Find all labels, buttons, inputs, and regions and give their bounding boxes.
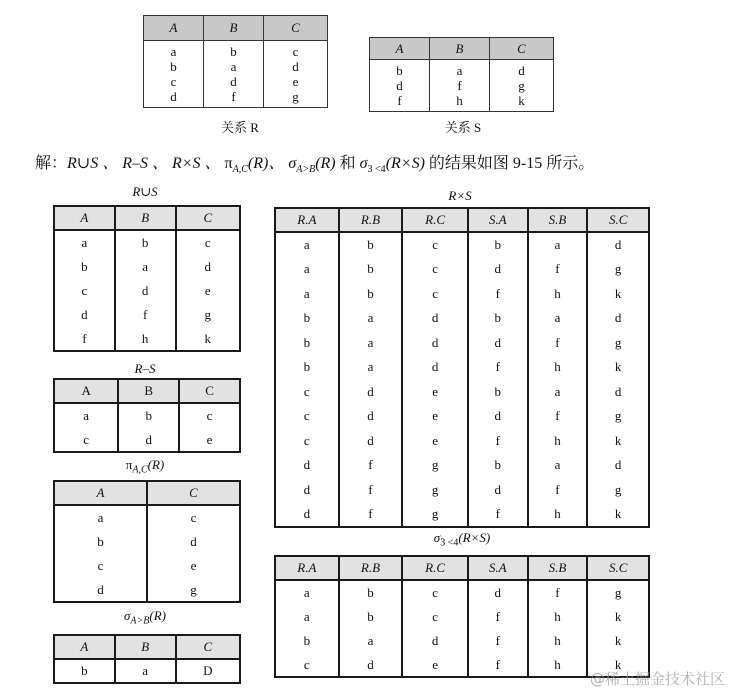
header-c: C — [147, 481, 240, 505]
header-s-a: S.A — [468, 208, 528, 232]
column-a-values: a b c d — [144, 41, 204, 108]
selection-34-caption: $\sigma_{3 <4}(R\times S)$ — [433, 530, 491, 549]
column-b-values: a f h — [430, 60, 490, 112]
union-table — [53, 205, 241, 352]
table-row: a b c b a d — [275, 232, 649, 257]
pi-subscript: A,C — [232, 164, 248, 176]
table-row: b a d f h k — [275, 629, 649, 653]
table-row: b a d — [54, 255, 240, 279]
header-s-c: S.C — [587, 208, 649, 232]
product-caption: R×S — [448, 188, 472, 203]
table-row: b d — [54, 530, 240, 554]
column-c-values: c d e g — [264, 41, 328, 108]
sigma-symbol: σ — [288, 155, 297, 172]
relation-r-caption: 关系 R — [221, 120, 259, 135]
header-a: A — [54, 635, 115, 659]
header-s-c: S.C — [587, 556, 649, 580]
header-r-a: R.A — [275, 208, 339, 232]
column-c-values: d g k — [490, 60, 554, 112]
solution-prefix: 解： — [35, 155, 68, 172]
column-a-values: b d f — [370, 60, 430, 112]
watermark: @稀土掘金技术社区 — [590, 670, 726, 688]
header-b: B — [118, 379, 179, 403]
table-row: d f g d f g — [275, 478, 649, 503]
header-r-c: R.C — [402, 556, 468, 580]
table-row: c d e b a d — [275, 380, 649, 405]
pi-argument: (R)、 — [247, 155, 289, 172]
table-row: c d e — [54, 428, 240, 452]
header-r-b: R.B — [339, 556, 403, 580]
relation-s-caption: 关系 S — [444, 120, 482, 135]
pi-symbol: π — [224, 155, 233, 172]
projection-table — [53, 480, 241, 603]
difference-table — [53, 378, 241, 453]
table-row: b a d d f g — [275, 331, 649, 356]
header-r-b: R.B — [339, 208, 403, 232]
table-row: b a d b a d — [275, 306, 649, 331]
table-row: a b c — [54, 230, 240, 255]
header-b: B — [115, 635, 176, 659]
solution-ops: R∪S 、 R–S 、 R×S 、 — [67, 155, 225, 172]
header-c: C — [176, 206, 240, 230]
sigma2-subscript: 3 <4 — [367, 164, 386, 176]
relation-s-table — [369, 37, 554, 112]
table-row: c d e — [54, 279, 240, 303]
table-row: a b c — [54, 403, 240, 428]
header-c: C — [176, 635, 240, 659]
header-c: C — [264, 16, 328, 41]
table-row: d f g f h k — [275, 502, 649, 527]
header-s-a: S.A — [468, 556, 528, 580]
projection-caption: $\pi_{A,C}(R)$ — [125, 457, 165, 476]
table-row: d f g — [54, 303, 240, 327]
header-r-a: R.A — [275, 556, 339, 580]
sigma2-argument: (R×S) — [385, 155, 425, 172]
header-b: B — [115, 206, 176, 230]
solution-paragraph — [35, 150, 594, 175]
column-b-values: b a d f — [204, 41, 264, 108]
header-s-b: S.B — [528, 556, 588, 580]
table-row: a b c d f g — [275, 580, 649, 605]
table-row: f h k — [54, 327, 240, 351]
header-a: A — [54, 206, 115, 230]
table-row: a b c f h k — [275, 605, 649, 629]
table-row: c d e f h k — [275, 429, 649, 454]
conjunction: 和 — [335, 155, 360, 172]
table-row: a c — [54, 505, 240, 530]
selection-ab-table — [53, 634, 241, 684]
table-row: a b c f h k — [275, 282, 649, 307]
header-c: C — [179, 379, 240, 403]
sigma-subscript: A>B — [296, 164, 316, 176]
table-row: a b c d f g — [275, 257, 649, 282]
difference-caption: R–S — [134, 361, 156, 376]
sigma-argument: (R) — [315, 155, 336, 172]
product-table — [274, 207, 650, 528]
table-row: d g — [54, 578, 240, 602]
header-c: C — [490, 38, 554, 60]
sigma2-symbol: σ — [359, 155, 368, 172]
header-s-b: S.B — [528, 208, 588, 232]
header-a: A — [370, 38, 430, 60]
header-b: B — [430, 38, 490, 60]
union-caption: R∪S — [132, 184, 158, 199]
selection-ab-caption: $\sigma_{A>B}(R)$ — [124, 608, 166, 627]
solution-suffix: 的结果如图 9-15 所示。 — [424, 155, 595, 172]
table-row: b a d f h k — [275, 355, 649, 380]
table-row: c d e f h k — [275, 653, 649, 677]
relation-r-table — [143, 15, 328, 108]
table-row: c d e d f g — [275, 404, 649, 429]
header-a: A — [54, 379, 118, 403]
header-a: A — [144, 16, 204, 41]
selection-34-table — [274, 555, 650, 678]
header-a: A — [54, 481, 147, 505]
table-row: b a D — [54, 659, 240, 683]
table-row: d f g b a d — [275, 453, 649, 478]
table-row: c e — [54, 554, 240, 578]
header-r-c: R.C — [402, 208, 468, 232]
header-b: B — [204, 16, 264, 41]
